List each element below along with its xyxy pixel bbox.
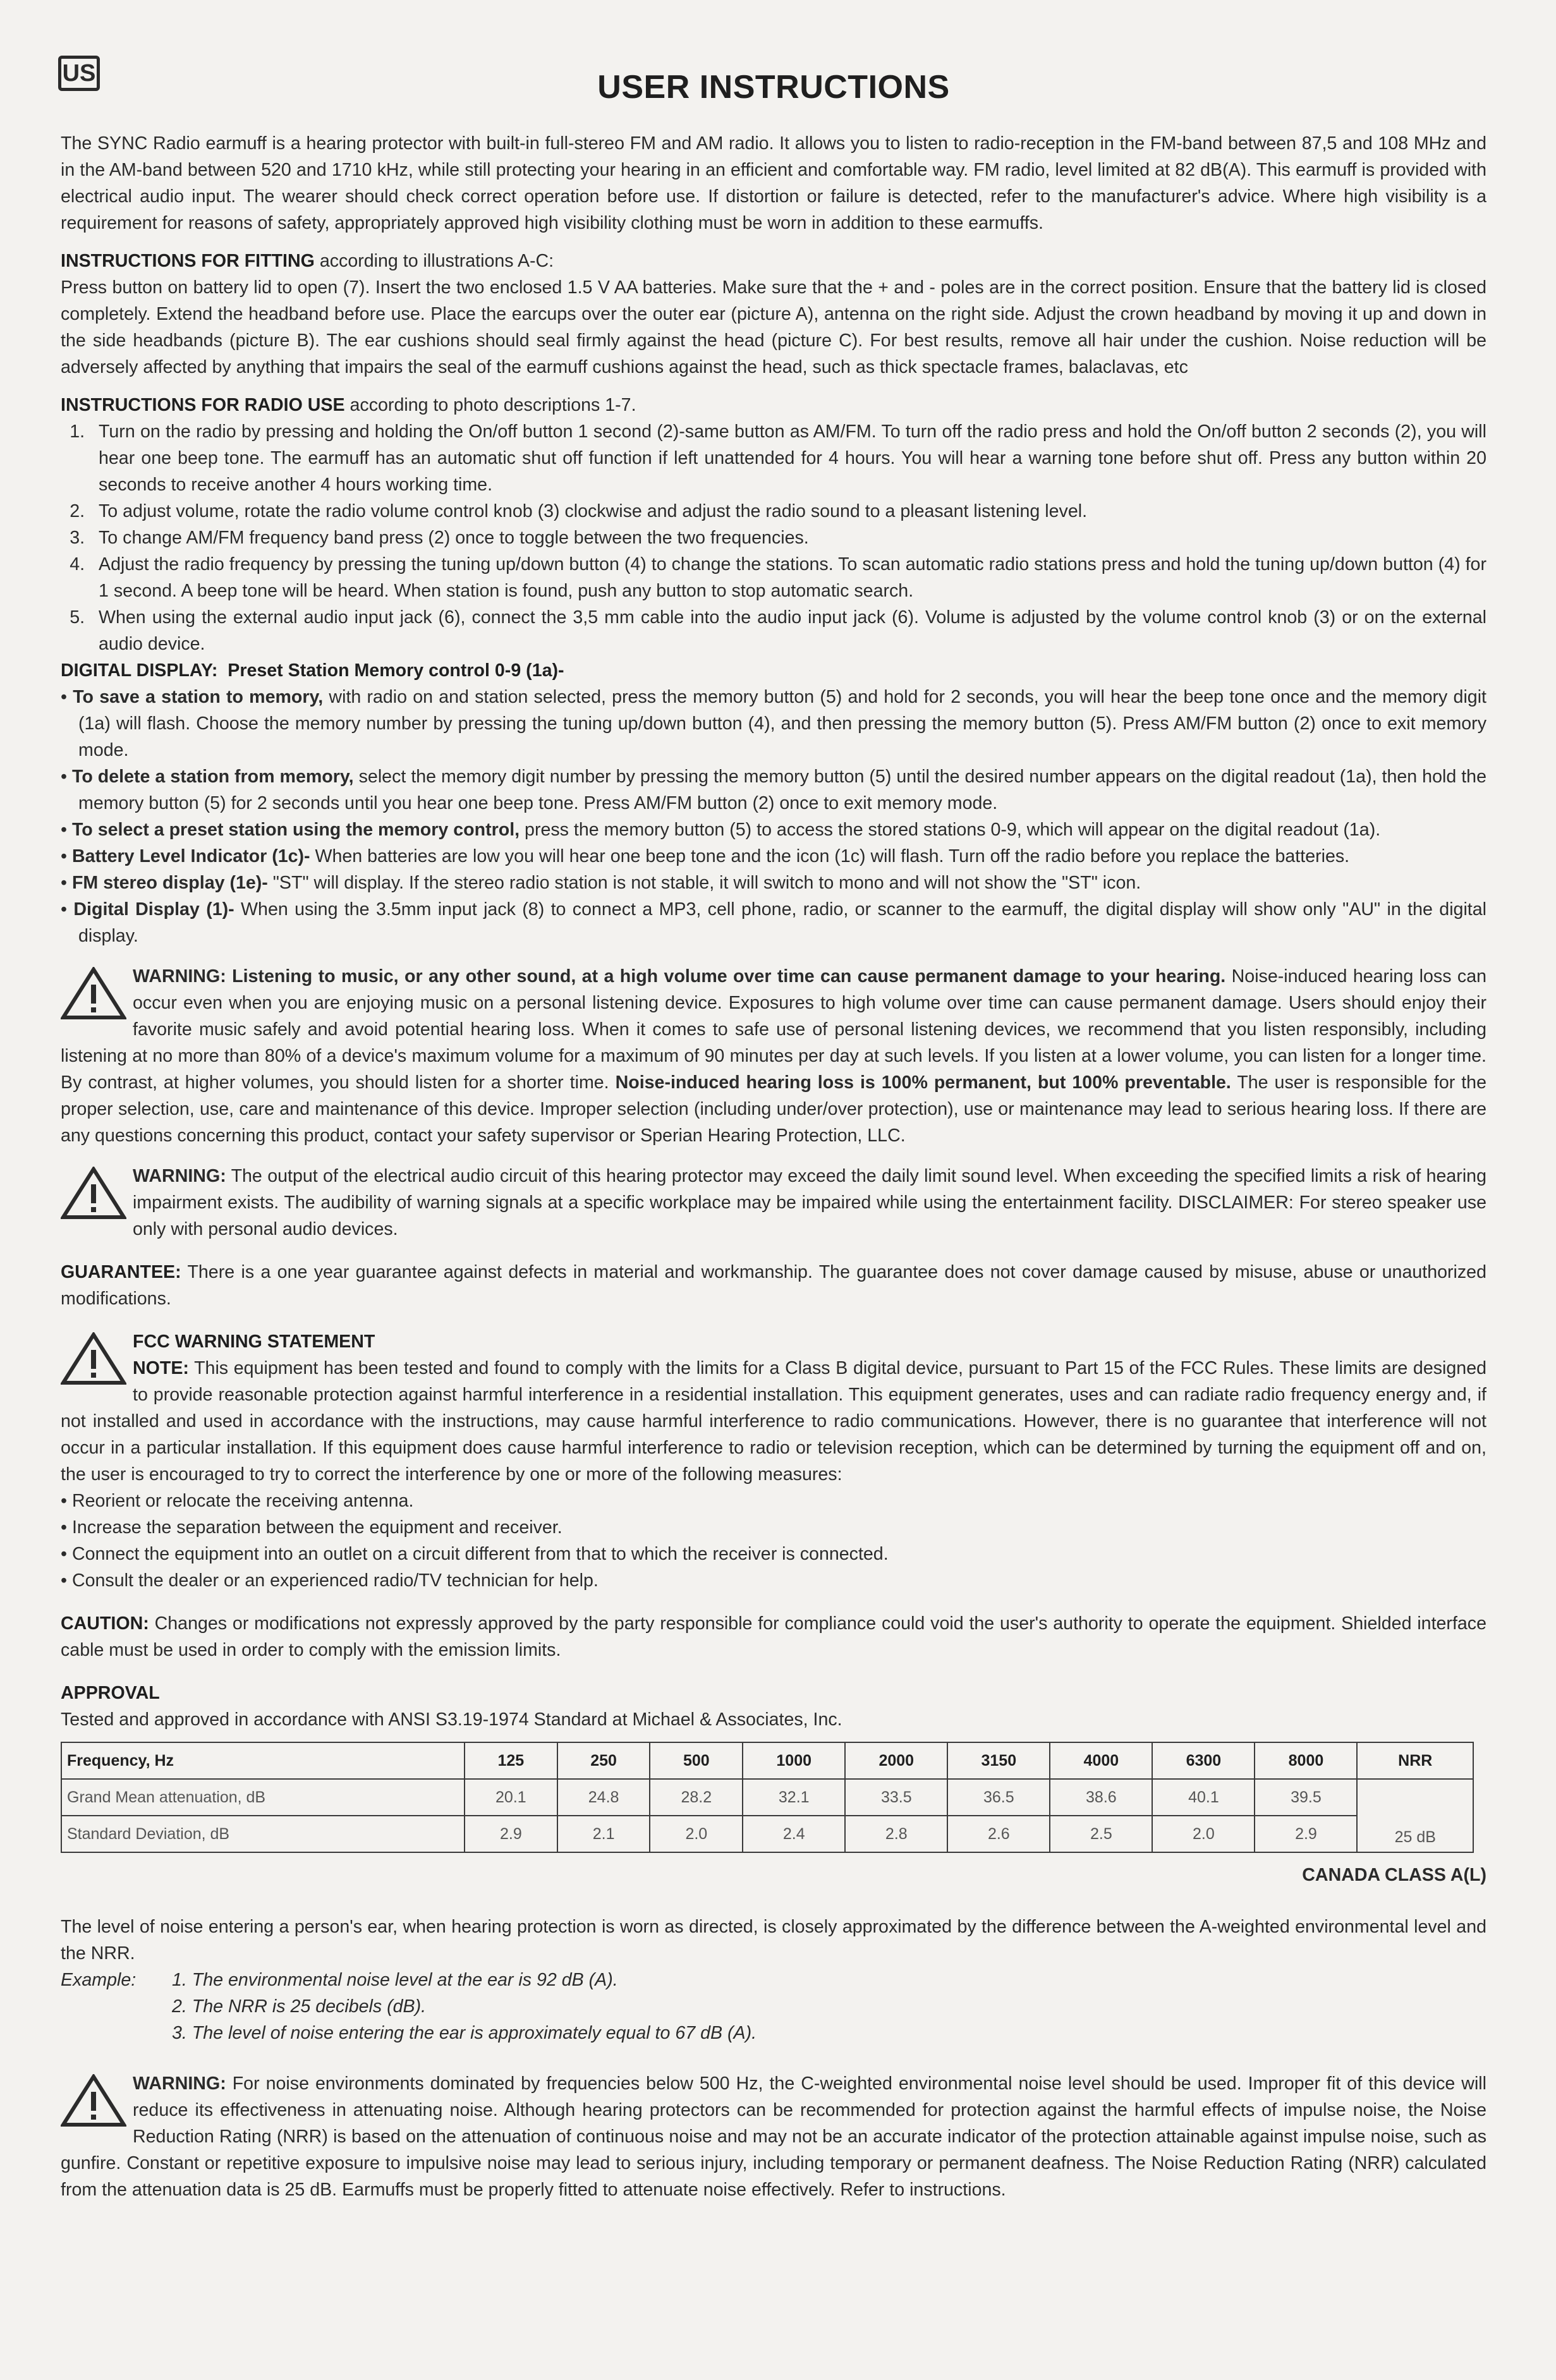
table-cell: 2.0 xyxy=(650,1816,743,1852)
radio-heading: INSTRUCTIONS FOR RADIO USE xyxy=(61,395,345,415)
table-cell: 2.9 xyxy=(1255,1816,1357,1852)
warning-low-frequency: WARNING: For noise environments dominated by frequencies below 500 Hz, the C-weighted environmental noise level should be used. Improper fit of this device will reduce its effectiveness in attenuating noise. Although hearing protectors can be recommended for protection against the harmful effects of impulse noise, the Noise Reduction Rating (NRR) is based on the attenuation of continuous noise and may not be an accurate indicator of the protection attainable against impulse noise, such as gunfire. Constant or repetitive exposure to impulsive noise may lead to serious injury, including temporary or permanent deafness. The Noise Reduction Rating (NRR) calculated from the attenuation data is 25 dB. Earmuffs must be properly fitted to attenuate noise effectively. Refer to instructions. xyxy=(61,2073,1486,2200)
warning-low-frequency-label: WARNING: xyxy=(133,2073,226,2094)
list-item: • To select a preset station using the memory control, press the memory button (5) to access the stored stations 0-9, which will appear on the digital readout (1a). xyxy=(61,817,1486,843)
guarantee-section: GUARANTEE: There is a one year guarantee against defects in material and workmanship. The guarantee does not cover damage caused by misuse, abuse or unauthorized modifications. xyxy=(61,1262,1486,1309)
nrr-value: 25 dB xyxy=(1357,1779,1473,1852)
table-cell: 40.1 xyxy=(1152,1779,1255,1816)
table-header-cell: 250 xyxy=(557,1742,650,1779)
list-item: • Increase the separation between the equipment and receiver. xyxy=(61,1514,1486,1541)
table-cell: 2.8 xyxy=(845,1816,947,1852)
fitting-text: Press button on battery lid to open (7). Insert the two enclosed 1.5 V AA batteries. Make sure that the + and - poles are in the correct position. Ensure that the battery lid is closed completely. Extend the headband before use. Place the earcups over the outer ear (picture A), antenna on the right side. Adjust the crown headband by moving it up and down in the side headbands (picture B). The ear cushions should seal firmly against the head (picture C). For best results, remove all hair under the cushion. Noise reduction will be adversely affected by anything that impairs the seal of the earmuff cushions against the head, such as thick spectacle frames, balaclavas, etc xyxy=(61,277,1486,377)
table-header-cell: 1000 xyxy=(743,1742,845,1779)
display-heading: DIGITAL DISPLAY: xyxy=(61,660,218,681)
table-header-row xyxy=(61,1742,1473,1779)
table-cell: 2.6 xyxy=(947,1816,1050,1852)
approval-text: Tested and approved in accordance with ANSI S3.19-1974 Standard at Michael & Associates, Inc. xyxy=(61,1709,842,1730)
list-item: • Consult the dealer or an experienced radio/TV technician for help. xyxy=(61,1567,1486,1594)
caution-label: CAUTION: xyxy=(61,1613,149,1634)
intro-paragraph: The SYNC Radio earmuff is a hearing protector with built-in full-stereo FM and AM radio. It allows you to listen to radio-reception in the FM-band between 87,5 and 108 MHz and in the AM-band between 520 and 1710 kHz, while still protecting your hearing in an efficient and comfortable way. FM radio, level limited at 82 dB(A). This earmuff is provided with electrical audio input. The wearer should check correct operation before use. If distortion or failure is detected, refer to the manufacturer's advice. Where high visibility is a requirement for reasons of safety, appropriately approved high visibility clothing must be worn in addition to these earmuffs. xyxy=(61,133,1486,233)
example-line: 1. The environmental noise level at the ear is 92 dB (A). xyxy=(172,1970,618,1990)
warning-output: WARNING: The output of the electrical audio circuit of this hearing protector may exceed the daily limit sound level. When exceeding the specified limits a risk of hearing impairment exists. The audibility of warning signals at a specific workplace may be impaired while using the entertainment facility. DISCLAIMER: For stereo speaker use only with personal audio devices. xyxy=(61,1163,1486,1242)
caution-section: CAUTION: Changes or modifications not expressly approved by the party responsible for compliance could void the user's authority to operate the equipment. Shielded interface cable must be used in order to comply with the emission limits. xyxy=(61,1613,1486,1660)
table-row xyxy=(61,1779,1473,1816)
radio-step: 5. When using the external audio input jack (6), connect the 3,5 mm cable into the audio input jack (6). Volume is adjusted by the volume control knob (3) or on the external audio device. xyxy=(90,604,1486,657)
guarantee-label: GUARANTEE: xyxy=(61,1262,181,1282)
table-cell: 36.5 xyxy=(947,1779,1050,1816)
warning-triangle-icon xyxy=(61,1167,126,1220)
table-header-cell: 4000 xyxy=(1050,1742,1152,1779)
list-item: • To save a station to memory, with radio on and station selected, press the memory button (5) and hold for 2 seconds, you will hear the beep tone once and the memory digit (1a) will flash. Choose the memory number by pressing the tuning up/down button (4), and then pressing the memory button (5). Press AM/FM button (2) once to exit memory mode. xyxy=(61,684,1486,763)
radio-section xyxy=(61,392,1486,657)
table-cell: Standard Deviation, dB xyxy=(61,1816,465,1852)
attenuation-table xyxy=(61,1742,1474,1853)
display-bullets xyxy=(61,684,1486,949)
page-title: USER INSTRUCTIONS xyxy=(597,69,950,106)
table-cell: 33.5 xyxy=(845,1779,947,1816)
radio-step: 3. To change AM/FM frequency band press (2) once to toggle between the two frequencies. xyxy=(90,525,1486,551)
table-header-cell: 500 xyxy=(650,1742,743,1779)
fcc-note-label: NOTE: xyxy=(133,1358,189,1378)
warning-hearing: WARNING: Listening to music, or any other sound, at a high volume over time can cause permanent damage to your hearing. Noise-induced hearing loss can occur even when you are enjoying music on a personal listening device. Exposures to high volume over time can cause permanent damage. Users should enjoy their favorite music safely and avoid potential hearing loss. When it comes to safe use of personal listening devices, we recommend that you listen responsibly, including listening at no more than 80% of a device's maximum volume for a maximum of 90 minutes per day at such levels. If you listen at a lower volume, you can listen for a longer time. By contrast, at higher volumes, you should listen for a shorter time. Noise-induced hearing loss is 100% permanent, but 100% preventable. The user is responsible for the proper selection, use, care and maintenance of this device. Improper selection (including under/over protection), use or maintenance may lead to serious hearing loss. If there are any questions concerning this product, contact your safety supervisor or Sperian Hearing Protection, LLC. xyxy=(61,966,1486,1146)
table-cell: 20.1 xyxy=(465,1779,557,1816)
table-cell: 32.1 xyxy=(743,1779,845,1816)
table-cell: Grand Mean attenuation, dB xyxy=(61,1779,465,1816)
warning-hearing-label: WARNING: Listening to music, or any other sound, at a high volume over time can cause permanent damage to your hearing. xyxy=(133,966,1226,987)
radio-step: 2. To adjust volume, rotate the radio volume control knob (3) clockwise and adjust the radio sound to a pleasant listening level. xyxy=(90,498,1486,525)
fcc-section: FCC WARNING STATEMENT NOTE: This equipment has been tested and found to comply with the limits for a Class B digital device, pursuant to Part 15 of the FCC Rules. These limits are designed to provide reasonable protection against harmful interference in a residential installation. This equipment generates, uses and can radiate radio frequency energy and, if not installed and used in accordance with the instructions, may cause harmful interference to radio communications. However, there is no guarantee that interference will not occur in a particular installation. If this equipment does cause harmful interference to radio or television reception, which can be determined by turning the equipment off and on, the user is encouraged to try to correct the interference by one or more of the following measures: • Reorient or relocate the receiving antenna. • Increase the separation between the equipment and receiver. • Connect the equipment into an outlet on a circuit different from that to which the receiver is connected. • Consult the dealer or an experienced radio/TV technician for help. xyxy=(61,1328,1486,1594)
example-label: Example: xyxy=(61,1970,137,1990)
list-item: • FM stereo display (1e)- "ST" will display. If the stereo radio station is not stable, it will switch to mono and will not show the "ST" icon. xyxy=(61,870,1486,896)
warning-triangle-icon xyxy=(61,967,126,1020)
table-row xyxy=(61,1816,1473,1852)
table-header-cell: NRR xyxy=(1357,1742,1473,1779)
radio-step: 4. Adjust the radio frequency by pressing the tuning up/down button (4) to change the stations. To scan automatic radio stations press and hold the tuning up/down button (4) for 1 second. A beep tone will be heard. When station is found, push any button to stop automatic search. xyxy=(90,551,1486,604)
nrr-text: The level of noise entering a person's ear, when hearing protection is worn as directed, is closely approximated by the difference between the A-weighted environmental level and the NRR. xyxy=(61,1917,1486,1964)
approval-heading: APPROVAL xyxy=(61,1683,160,1703)
table-cell: 2.9 xyxy=(465,1816,557,1852)
table-cell: 2.1 xyxy=(557,1816,650,1852)
country-badge: US xyxy=(58,56,100,91)
fitting-section xyxy=(61,248,1486,380)
table-cell: 38.6 xyxy=(1050,1779,1152,1816)
list-item: • To delete a station from memory, select the memory digit number by pressing the memory button (5) until the desired number appears on the digital readout (1a), then hold the memory button (5) for 2 seconds until you hear one beep tone. Press AM/FM button (2) once to exit memory mode. xyxy=(61,763,1486,817)
warning-output-label: WARNING: xyxy=(133,1166,226,1186)
table-header-cell: Frequency, Hz xyxy=(61,1742,465,1779)
table-cell: 28.2 xyxy=(650,1779,743,1816)
table-cell: 2.5 xyxy=(1050,1816,1152,1852)
fitting-heading: INSTRUCTIONS FOR FITTING xyxy=(61,251,315,271)
list-item: • Digital Display (1)- When using the 3.5mm input jack (8) to connect a MP3, cell phone, radio, or scanner to the earmuff, the digital display will show only "AU" in the digital display. xyxy=(61,896,1486,949)
example-line: 2. The NRR is 25 decibels (dB). xyxy=(172,1996,427,2017)
fcc-heading: FCC WARNING STATEMENT xyxy=(133,1332,375,1352)
table-header-cell: 2000 xyxy=(845,1742,947,1779)
table-header-cell: 6300 xyxy=(1152,1742,1255,1779)
table-cell: 2.4 xyxy=(743,1816,845,1852)
list-item: • Reorient or relocate the receiving antenna. xyxy=(61,1488,1486,1514)
nrr-section xyxy=(61,1914,1486,2046)
fcc-measures xyxy=(61,1488,1486,1594)
list-item: • Connect the equipment into an outlet on a circuit different from that to which the receiver is connected. xyxy=(61,1541,1486,1567)
table-header-cell: 8000 xyxy=(1255,1742,1357,1779)
table-cell: 39.5 xyxy=(1255,1779,1357,1816)
warning-triangle-icon xyxy=(61,2074,126,2127)
example-line: 3. The level of noise entering the ear is approximately equal to 67 dB (A). xyxy=(172,2023,757,2043)
radio-step: 1. Turn on the radio by pressing and holding the On/off button 1 second (2)-same button as AM/FM. To turn off the radio press and hold the On/off button 2 seconds (2), you will hear one beep tone. The earmuff has an automatic shut off function if left unattended for 4 hours. You will hear a warning tone before shut off. Press any button within 20 seconds to receive another 4 hours working time. xyxy=(90,418,1486,498)
table-header-cell: 3150 xyxy=(947,1742,1050,1779)
display-section xyxy=(61,657,1486,949)
table-cell: 24.8 xyxy=(557,1779,650,1816)
display-subheading: Preset Station Memory control 0-9 (1a)- xyxy=(228,660,564,681)
warning-triangle-icon xyxy=(61,1332,126,1385)
canada-class: CANADA CLASS A(L) xyxy=(1302,1865,1486,1885)
table-header-cell: 125 xyxy=(465,1742,557,1779)
table-cell: 2.0 xyxy=(1152,1816,1255,1852)
fitting-subheading: according to illustrations A-C: xyxy=(314,251,554,271)
radio-subheading: according to photo descriptions 1-7. xyxy=(344,395,636,415)
radio-steps xyxy=(61,418,1486,657)
list-item: • Battery Level Indicator (1c)- When batteries are low you will hear one beep tone and the icon (1c) will flash. Turn off the radio before you replace the batteries. xyxy=(61,843,1486,870)
warning-hearing-emphasis: Noise-induced hearing loss is 100% permanent, but 100% preventable. xyxy=(615,1072,1231,1093)
approval-section xyxy=(61,1680,1486,1733)
